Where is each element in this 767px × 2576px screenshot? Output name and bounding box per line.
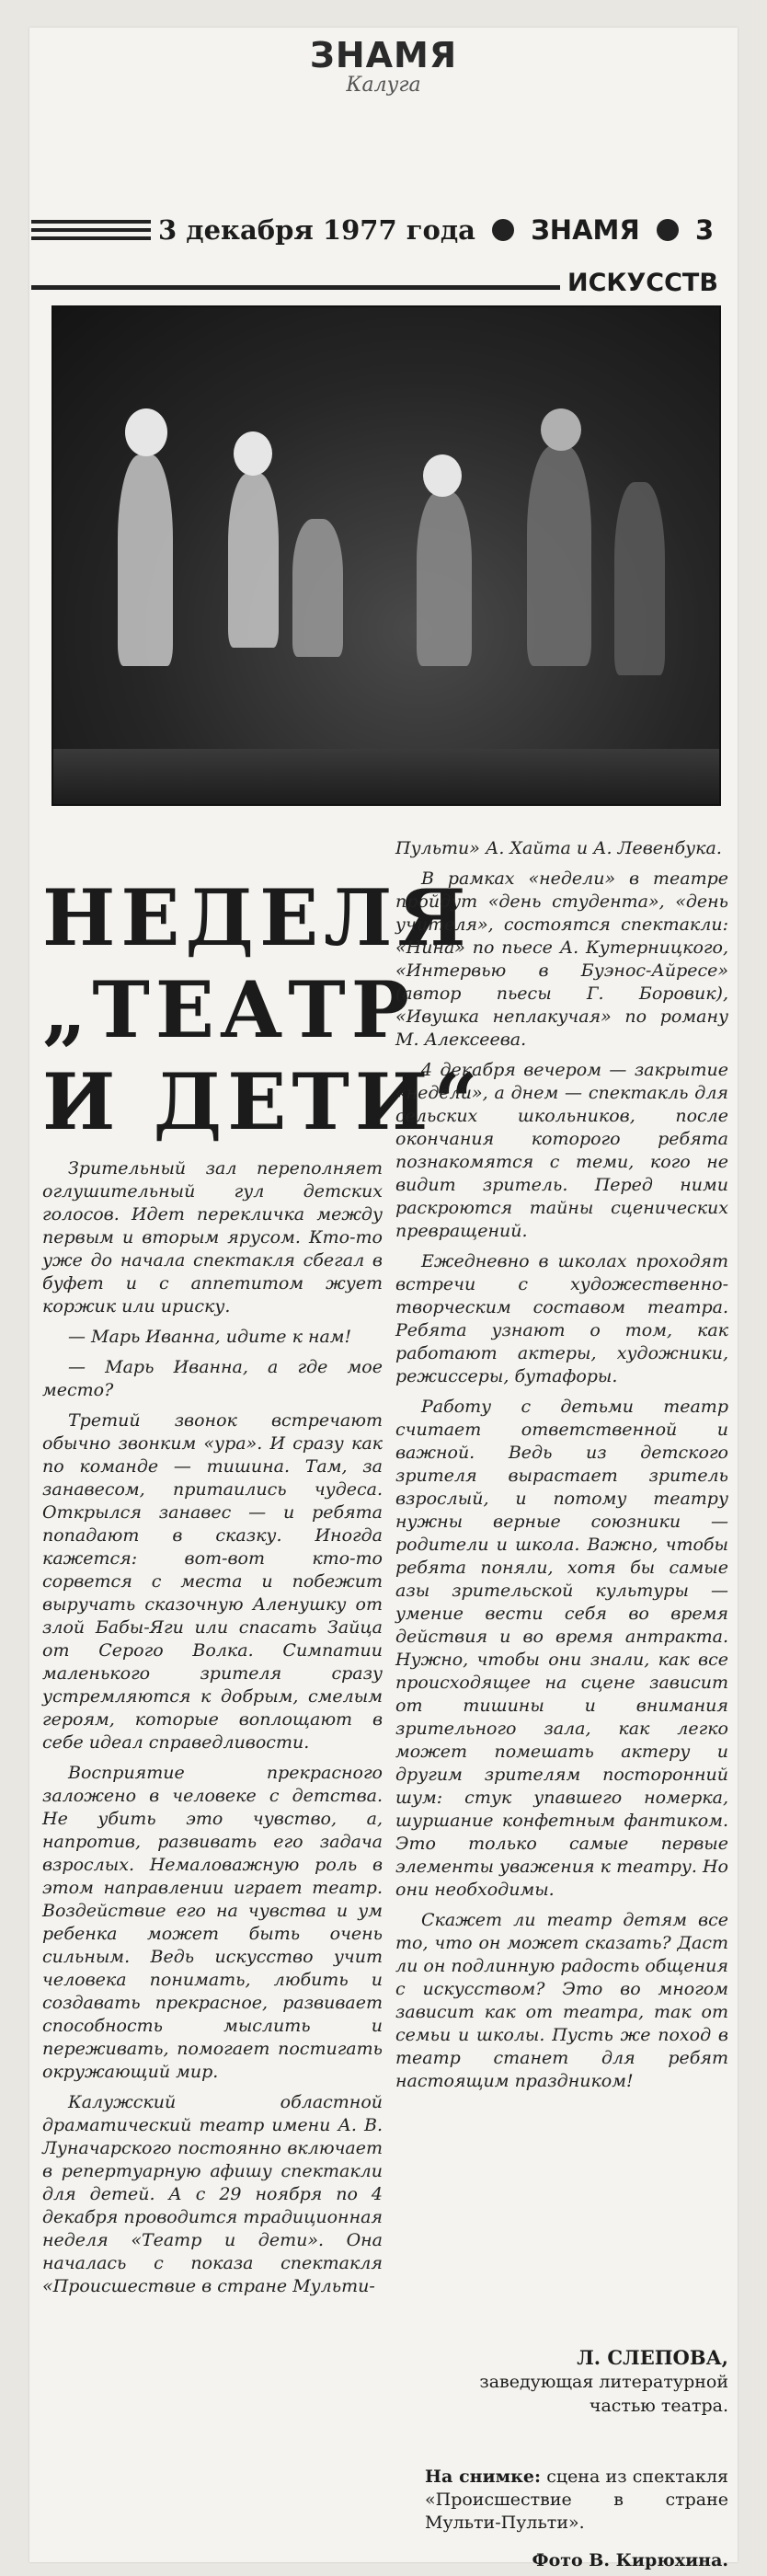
dateline-rules bbox=[31, 220, 151, 245]
paragraph: В рамках «недели» в театре пройдут «день студента», «день учителя», состоятся спектакли: «Нина» по пьесе А. Кутерницкого, «Интервью в Буэнос-Айресе» (автор пьесы Г. Боровик), «Ивушка неплакучая» по роману М. Алексеева. bbox=[395, 868, 728, 1050]
headline-line: „ТЕАТР bbox=[42, 964, 415, 1055]
actor-figure bbox=[228, 473, 279, 648]
archive-stamp bbox=[29, 28, 738, 97]
newspaper-clipping bbox=[29, 28, 738, 2570]
caption-text: сцена из спектакля «Происшествие в стране Мульти-Пульти». bbox=[425, 2467, 728, 2533]
issue-date: 3 декабря 1977 года bbox=[158, 214, 475, 246]
paragraph: — Марь Иванна, а где мое место? bbox=[42, 1357, 383, 1400]
paragraph: — Марь Иванна, идите к нам! bbox=[68, 1327, 352, 1347]
paragraph: Калужский областной драматический театр имени А. В. Луначарского постоянно включает в репертуарную афишу спектакли для детей. А с 29 ноября по 4 декабря проводится традиционная неделя «Театр и дети». Она началась с показа спектакля «Происшествие в стране Мульти- bbox=[42, 2092, 383, 2296]
rubric-label: ИСКУССТВ bbox=[567, 269, 718, 297]
article-headline bbox=[42, 872, 484, 1148]
actor-head bbox=[125, 408, 167, 456]
paragraph: Третий звонок встречают обычно звонким «ура». И сразу как по команде — тишина. Там, за занавесом, притаились чудеса. Открылся занавес — и ребята попадают в сказку. Иногда кажется: вот-вот кто-то сорвется с места и побежит выручать сказочную Аленушку от злой Бабы-Яги или спасать Зайца от Серого Волка. Симпатии маленького зрителя сразу устремляются к добрым, смелым героям, которые воплощают в себе идеал справедливости. bbox=[42, 1410, 383, 1753]
author-signature bbox=[425, 2346, 728, 2418]
actor-figure bbox=[417, 491, 472, 666]
bullet-icon bbox=[657, 219, 679, 241]
stamp-title: ЗНАМЯ bbox=[309, 35, 458, 75]
author-name: Л. СЛЕПОВА, bbox=[577, 2346, 728, 2369]
actor-figure bbox=[614, 482, 665, 675]
paragraph: 4 декабря вечером — закрытие «недели», а днем — спектакль для сельских школьников, после окончания которого ребята познакомятся с теми, кого не видит зритель. Перед ними раскроются тайны сценических превращений. bbox=[395, 1060, 728, 1241]
author-role: заведующая литературной частью театра. bbox=[479, 2372, 728, 2416]
photo-caption bbox=[425, 2466, 728, 2535]
stamp-city: Калуга bbox=[346, 74, 421, 97]
rubric-rule bbox=[31, 285, 560, 290]
paper-name: ЗНАМЯ bbox=[531, 214, 640, 246]
paragraph: Восприятие прекрасного заложено в человеке с детства. Не убить это чувство, а, напротив, развивать его задача взрослых. Немаловажную роль в этом направлении играет театр. Воздействие его на чувства и ум ребенка может быть очень сильным. Ведь искусство учит человека понимать, любить и создавать прекрасное, развивает способность мыслить и переживать, помогает постигать окружающий мир. bbox=[42, 1763, 383, 2082]
paragraph: Ежедневно в школах проходят встречи с художественно-творческим составом театра. Ребята узнают о том, как работают актеры, художники, режиссеры, бутафоры. bbox=[395, 1251, 728, 1386]
left-column bbox=[42, 1157, 383, 2306]
paragraph: Скажет ли театр детям все то, что он может сказать? Даст ли он подлинную радость общения с искусством? Это во многом зависит как от театра, так от семьи и школы. Пусть же поход в театр станет для ребят настоящим праздником! bbox=[395, 1910, 728, 2091]
dateline-text bbox=[158, 214, 714, 246]
caption-lead: На снимке: bbox=[425, 2467, 541, 2487]
paragraph: Работу с детьми театр считает ответственной и важной. Ведь из детского зрителя вырастает зритель взрослый, и потому театру нужны верные союзники — родители и школа. Важно, чтобы ребята поняли, хотя бы самые азы зрительской культуры — умение вести себя во время действия и во время антракта. Нужно, чтобы они знали, как все происходящее на сцене зависит от тишины и внимания зрительного зала, как легко может помешать актеру и другим зрителям посторонний шум: стук упавшего номерка, шуршание конфетным фантиком. Это только самые первые элементы уважения к театру. Но они необходимы. bbox=[395, 1397, 728, 1900]
actor-figure bbox=[292, 519, 343, 657]
stage-photo bbox=[52, 305, 721, 806]
paragraph: Пульти» А. Хайта и А. Левенбука. bbox=[395, 838, 722, 858]
headline-line: НЕДЕЛЯ bbox=[42, 872, 472, 963]
page-number: 3 bbox=[694, 214, 715, 246]
stage-floor bbox=[53, 749, 719, 804]
rubric-bar bbox=[31, 265, 736, 302]
right-column bbox=[395, 837, 728, 2100]
actor-figure bbox=[527, 445, 591, 666]
actor-head bbox=[234, 431, 272, 476]
actor-figure bbox=[118, 454, 173, 666]
bullet-icon bbox=[492, 219, 514, 241]
dateline bbox=[29, 216, 738, 271]
photo-credit: Фото В. Кирюхина. bbox=[532, 2550, 728, 2570]
headline-line: И ДЕТИ“ bbox=[42, 1056, 484, 1147]
paragraph: Зрительный зал переполняет оглушительный гул детских голосов. Идет перекличка между первым и вторым ярусом. Кто-то уже до начала спектакля сбегал в буфет и с аппетитом жует коржик или ириску. bbox=[42, 1158, 383, 1317]
actor-head bbox=[541, 408, 581, 451]
actor-head bbox=[423, 454, 462, 497]
